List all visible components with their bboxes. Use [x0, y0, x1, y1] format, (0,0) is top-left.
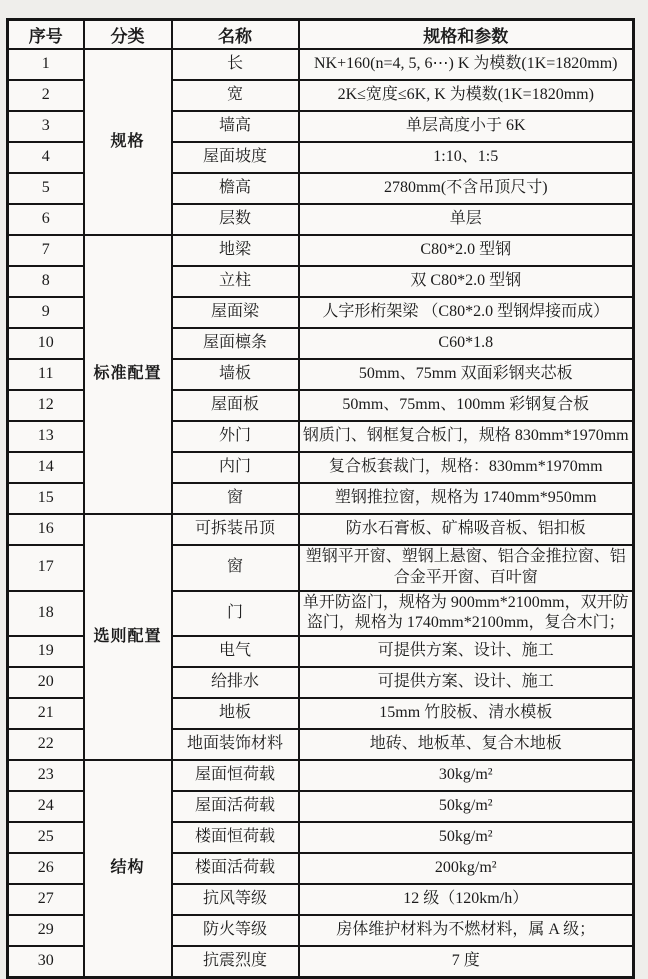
column-header-category: 分类: [84, 20, 172, 50]
spec-table: [6, 18, 635, 979]
row-number-cell: 18: [8, 591, 84, 637]
row-number-cell: 11: [8, 359, 84, 390]
spec-cell: 塑钢推拉窗，规格为 1740mm*950mm: [299, 483, 634, 514]
spec-cell: 可提供方案、设计、施工: [299, 667, 634, 698]
spec-cell: 复合板套裁门，规格：830mm*1970mm: [299, 452, 634, 483]
spec-cell: NK+160(n=4, 5, 6⋯) K 为模数(1K=1820mm): [299, 49, 634, 80]
item-name-cell: 长: [172, 49, 299, 80]
item-name-cell: 可拆装吊顶: [172, 514, 299, 545]
spec-cell: 50mm、75mm、100mm 彩钢复合板: [299, 390, 634, 421]
row-number-cell: 9: [8, 297, 84, 328]
row-number-cell: 25: [8, 822, 84, 853]
item-name-cell: 抗震烈度: [172, 946, 299, 978]
column-header-spec: 规格和参数: [299, 20, 634, 50]
spec-cell: 200kg/m²: [299, 853, 634, 884]
row-number-cell: 3: [8, 111, 84, 142]
spec-cell: 2780mm(不含吊顶尺寸): [299, 173, 634, 204]
spec-cell: 房体维护材料为不燃材料，属 A 级；: [299, 915, 634, 946]
row-number-cell: 1: [8, 49, 84, 80]
row-number-cell: 17: [8, 545, 84, 591]
item-name-cell: 屋面梁: [172, 297, 299, 328]
spec-cell: 50kg/m²: [299, 822, 634, 853]
item-name-cell: 外门: [172, 421, 299, 452]
spec-cell: 双 C80*2.0 型钢: [299, 266, 634, 297]
item-name-cell: 屋面恒荷载: [172, 760, 299, 791]
item-name-cell: 地面装饰材料: [172, 729, 299, 760]
spec-cell: C60*1.8: [299, 328, 634, 359]
item-name-cell: 屋面活荷载: [172, 791, 299, 822]
item-name-cell: 层数: [172, 204, 299, 235]
row-number-cell: 23: [8, 760, 84, 791]
spec-cell: 15mm 竹胶板、清水模板: [299, 698, 634, 729]
item-name-cell: 抗风等级: [172, 884, 299, 915]
row-number-cell: 19: [8, 636, 84, 667]
row-number-cell: 27: [8, 884, 84, 915]
row-number-cell: 8: [8, 266, 84, 297]
item-name-cell: 檐高: [172, 173, 299, 204]
row-number-cell: 13: [8, 421, 84, 452]
spec-cell: 单层: [299, 204, 634, 235]
row-number-cell: 10: [8, 328, 84, 359]
spec-cell: 单开防盗门，规格为 900mm*2100mm，双开防盗门，规格为 1740mm*2100mm，复合木门；: [299, 591, 634, 637]
spec-cell: 单层高度小于 6K: [299, 111, 634, 142]
item-name-cell: 墙板: [172, 359, 299, 390]
table-row: [8, 235, 634, 266]
item-name-cell: 内门: [172, 452, 299, 483]
category-cell: 结构: [84, 760, 172, 978]
item-name-cell: 窗: [172, 545, 299, 591]
row-number-cell: 22: [8, 729, 84, 760]
spec-cell: 12 级（120km/h）: [299, 884, 634, 915]
spec-cell: 50mm、75mm 双面彩钢夹芯板: [299, 359, 634, 390]
row-number-cell: 29: [8, 915, 84, 946]
item-name-cell: 宽: [172, 80, 299, 111]
spec-cell: C80*2.0 型钢: [299, 235, 634, 266]
spec-cell: 地砖、地板革、复合木地板: [299, 729, 634, 760]
row-number-cell: 20: [8, 667, 84, 698]
item-name-cell: 窗: [172, 483, 299, 514]
column-header-name: 名称: [172, 20, 299, 50]
row-number-cell: 14: [8, 452, 84, 483]
category-cell: 选则配置: [84, 514, 172, 760]
spec-cell: 可提供方案、设计、施工: [299, 636, 634, 667]
item-name-cell: 楼面恒荷载: [172, 822, 299, 853]
category-cell: 标准配置: [84, 235, 172, 514]
item-name-cell: 屋面檩条: [172, 328, 299, 359]
row-number-cell: 4: [8, 142, 84, 173]
item-name-cell: 电气: [172, 636, 299, 667]
row-number-cell: 5: [8, 173, 84, 204]
category-cell: 规格: [84, 49, 172, 235]
spec-cell: 钢质门、钢框复合板门，规格 830mm*1970mm: [299, 421, 634, 452]
row-number-cell: 15: [8, 483, 84, 514]
item-name-cell: 楼面活荷载: [172, 853, 299, 884]
item-name-cell: 门: [172, 591, 299, 637]
spec-cell: 人字形桁架梁 （C80*2.0 型钢焊接而成）: [299, 297, 634, 328]
column-header-no: 序号: [8, 20, 84, 50]
row-number-cell: 26: [8, 853, 84, 884]
row-number-cell: 6: [8, 204, 84, 235]
spec-cell: 1:10、1:5: [299, 142, 634, 173]
row-number-cell: 12: [8, 390, 84, 421]
spec-cell: 防水石膏板、矿棉吸音板、铝扣板: [299, 514, 634, 545]
item-name-cell: 墙高: [172, 111, 299, 142]
spec-cell: 50kg/m²: [299, 791, 634, 822]
table-row: [8, 514, 634, 545]
spec-cell: 塑钢平开窗、塑钢上悬窗、铝合金推拉窗、铝合金平开窗、百叶窗: [299, 545, 634, 591]
row-number-cell: 2: [8, 80, 84, 111]
item-name-cell: 屋面板: [172, 390, 299, 421]
spec-cell: 7 度: [299, 946, 634, 978]
item-name-cell: 给排水: [172, 667, 299, 698]
row-number-cell: 16: [8, 514, 84, 545]
row-number-cell: 21: [8, 698, 84, 729]
row-number-cell: 7: [8, 235, 84, 266]
item-name-cell: 立柱: [172, 266, 299, 297]
item-name-cell: 屋面坡度: [172, 142, 299, 173]
table-row: [8, 49, 634, 80]
row-number-cell: 24: [8, 791, 84, 822]
row-number-cell: 30: [8, 946, 84, 978]
spec-cell: 30kg/m²: [299, 760, 634, 791]
item-name-cell: 地梁: [172, 235, 299, 266]
item-name-cell: 防火等级: [172, 915, 299, 946]
item-name-cell: 地板: [172, 698, 299, 729]
header-row: [8, 20, 634, 50]
spec-cell: 2K≤宽度≤6K, K 为模数(1K=1820mm): [299, 80, 634, 111]
table-row: [8, 760, 634, 791]
